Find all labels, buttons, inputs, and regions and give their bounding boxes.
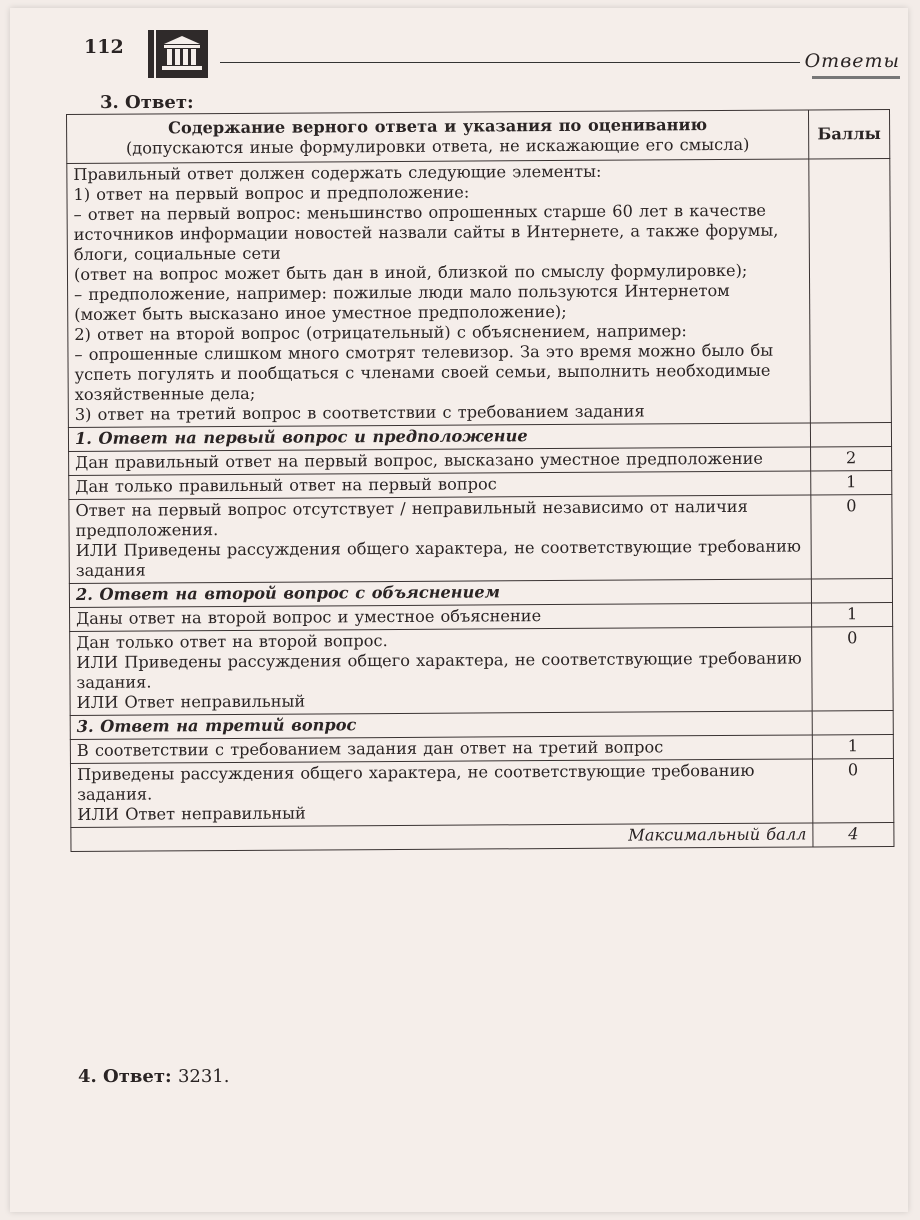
question4-answer bbox=[78, 1066, 229, 1087]
section-rule bbox=[812, 76, 900, 79]
row-line: В соответствии с требованием задания дан ответ на третий вопрос bbox=[76, 737, 664, 760]
row-text bbox=[69, 495, 811, 584]
scoring-table bbox=[66, 109, 894, 852]
row-line: ИЛИ Ответ неправильный bbox=[77, 803, 306, 824]
table-header-row bbox=[67, 109, 890, 163]
table-row bbox=[70, 758, 893, 827]
max-score-value: 4 bbox=[813, 822, 894, 846]
intro-line: – ответ на первый вопрос: меньшинство опрошенных старше 60 лет в качестве источников информации новостей назвали сайты в Интернете, а также форумы, блоги, социальные сети bbox=[73, 200, 779, 264]
row-line: ИЛИ Приведены рассуждения общего характера, не соответствующие требованию задания. bbox=[76, 648, 802, 692]
content-header bbox=[67, 110, 809, 164]
max-score-label: Максимальный балл bbox=[71, 823, 813, 852]
row-score: 1 bbox=[812, 602, 893, 626]
header-rule bbox=[220, 62, 800, 63]
content-header-main: Содержание верного ответа и указания по оцениванию bbox=[168, 115, 708, 138]
intro-row bbox=[67, 158, 892, 427]
intro-line: 3) ответ на третий вопрос в соответствии с требованием задания bbox=[74, 401, 645, 424]
row-text bbox=[70, 627, 812, 716]
question4-value: 3231. bbox=[177, 1066, 230, 1087]
row-line: Ответ на первый вопрос отсутствует / неправильный независимо от наличия предположения. bbox=[75, 496, 748, 540]
row-score: 2 bbox=[811, 446, 892, 470]
row-score: 0 bbox=[812, 758, 893, 822]
table-row bbox=[69, 494, 892, 583]
intro-line: (может быть высказано иное уместное предположение); bbox=[74, 301, 567, 324]
criterion1-title: 1. Ответ на первый вопрос и предположение bbox=[68, 423, 810, 452]
intro-line: 2) ответ на второй вопрос (отрицательный) с объяснением, например: bbox=[74, 321, 687, 344]
row-line: Дан только ответ на второй вопрос. bbox=[76, 631, 388, 652]
section-title: Ответы bbox=[804, 50, 900, 72]
intro-line: – предположение, например: пожилые люди мало пользуются Интернетом bbox=[74, 280, 730, 304]
row-line: ИЛИ Ответ неправильный bbox=[76, 691, 306, 712]
table-row bbox=[70, 626, 893, 715]
score-header: Баллы bbox=[808, 109, 889, 158]
content-header-sub: (допускаются иные формулировки ответа, не искажающие его смысла) bbox=[125, 134, 750, 158]
row-score: 0 bbox=[811, 494, 893, 578]
intro-line: – опрошенные слишком много смотрят телевизор. За это время можно было бы успеть погулять и пообщаться с членами своей семьи, выполнить необходимые хозяйственные дела; bbox=[74, 340, 774, 404]
intro-cell bbox=[67, 159, 811, 428]
row-line: Дан правильный ответ на первый вопрос, высказано уместное предположение bbox=[75, 448, 764, 472]
row-line: ИЛИ Приведены рассуждения общего характера, не соответствующие требованию задания bbox=[75, 536, 802, 580]
intro-line: Правильный ответ должен содержать следующие элементы: bbox=[73, 161, 602, 184]
page-number: 112 bbox=[84, 36, 124, 58]
page-header bbox=[78, 30, 908, 86]
row-text bbox=[70, 759, 812, 828]
row-score: 1 bbox=[811, 470, 892, 494]
row-score: 1 bbox=[812, 734, 893, 758]
criterion2-title: 2. Ответ на второй вопрос с объяснением bbox=[69, 579, 811, 608]
building-logo-icon bbox=[148, 30, 208, 78]
intro-line: 1) ответ на первый вопрос и предположение: bbox=[73, 182, 470, 204]
row-line: Приведены рассуждения общего характера, не соответствующие требованию задания. bbox=[76, 760, 755, 804]
empty-score-cell bbox=[812, 710, 893, 734]
empty-score-cell bbox=[809, 158, 892, 422]
row-score: 0 bbox=[812, 626, 894, 710]
row-line: Дан только правильный ответ на первый вопрос bbox=[75, 474, 497, 496]
question4-label: 4. Ответ: bbox=[78, 1066, 172, 1087]
empty-score-cell bbox=[810, 422, 891, 446]
row-line: Даны ответ на второй вопрос и уместное объяснение bbox=[76, 606, 542, 628]
intro-line: (ответ на вопрос может быть дан в иной, близкой по смыслу формулировке); bbox=[73, 260, 748, 284]
max-score-row bbox=[71, 822, 894, 851]
question3-label: 3. Ответ: bbox=[100, 92, 194, 113]
empty-score-cell bbox=[811, 578, 892, 602]
criterion3-title: 3. Ответ на третий вопрос bbox=[70, 711, 812, 740]
